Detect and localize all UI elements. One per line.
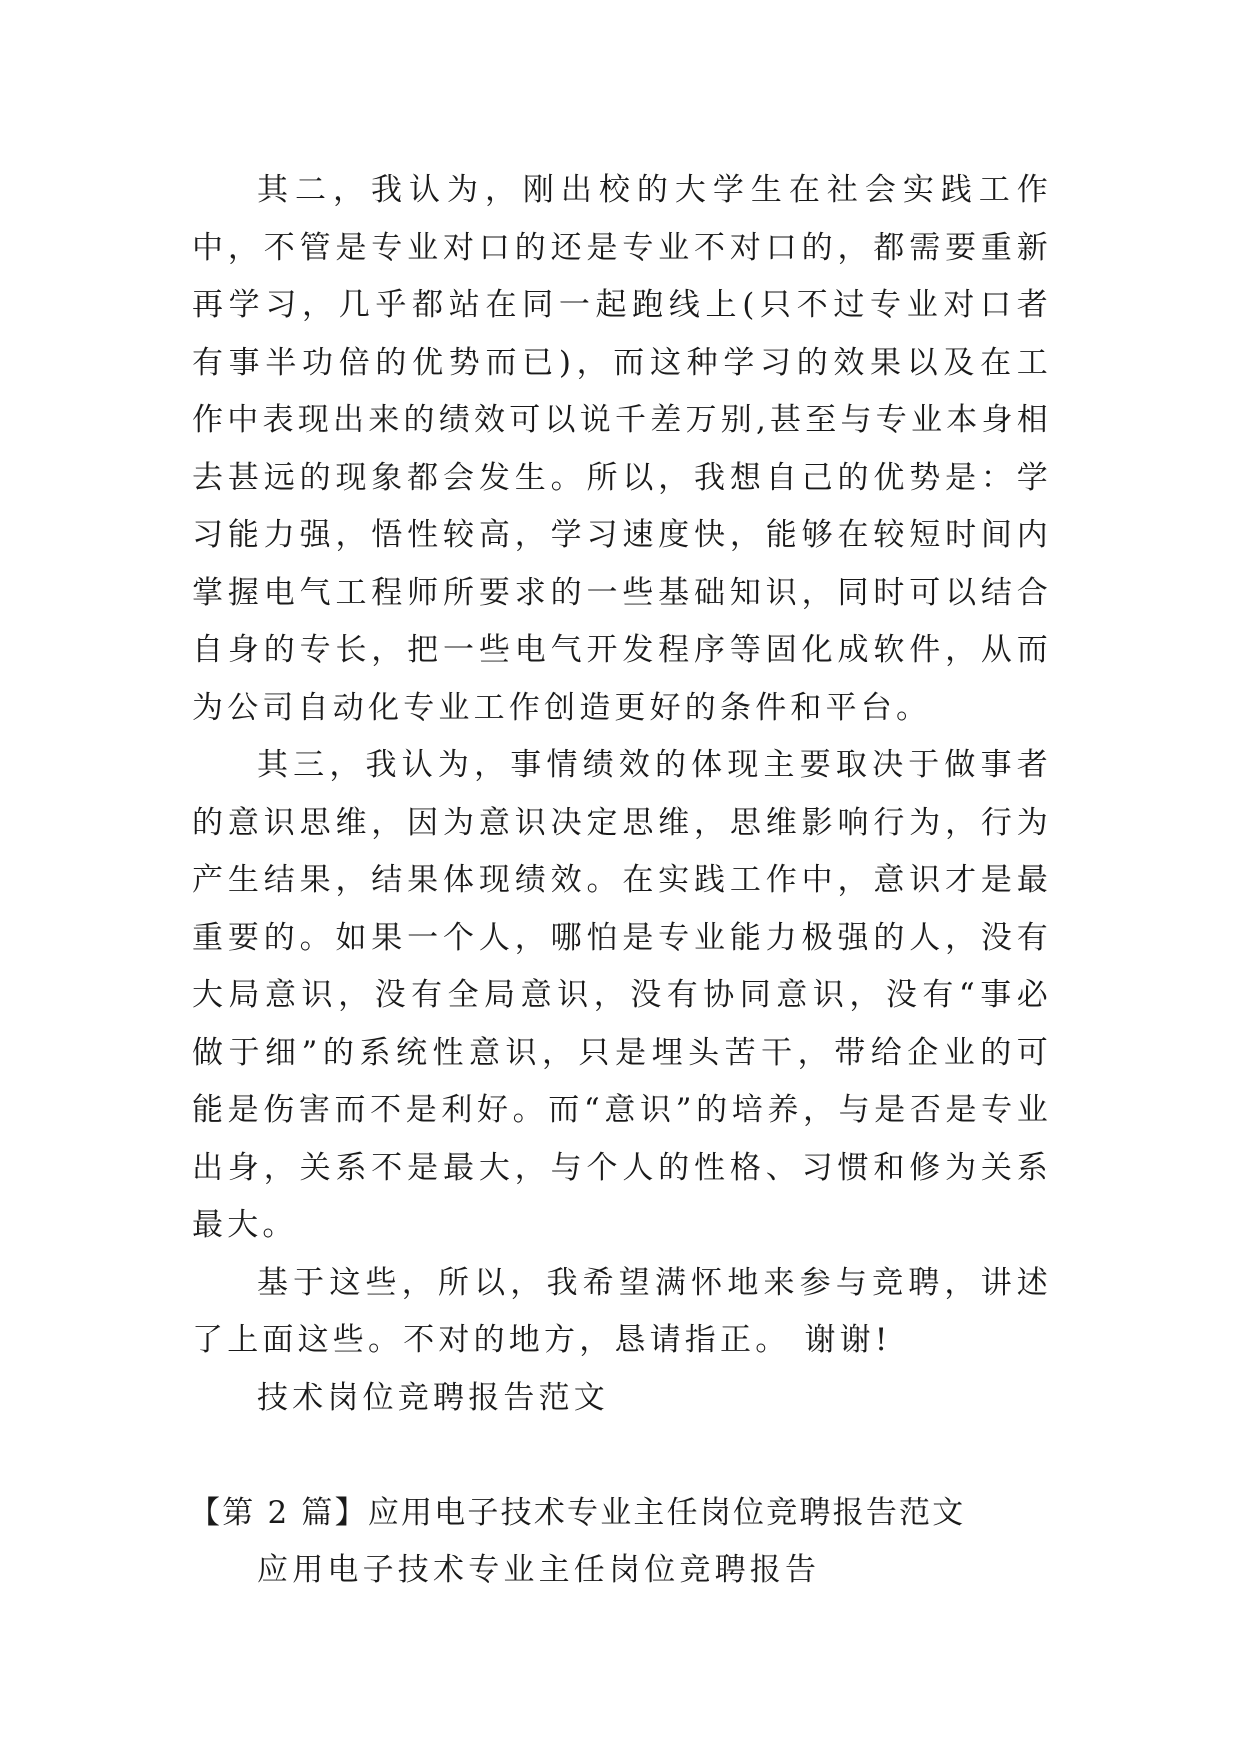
article-heading: 【第 2 篇】应用电子技术专业主任岗位竞聘报告范文: [189, 1495, 966, 1531]
paragraph-4: 技术岗位竞聘报告范文: [257, 1379, 609, 1416]
blank-line: [192, 1427, 1052, 1484]
article-subtitle: 应用电子技术专业主任岗位竞聘报告: [257, 1552, 821, 1588]
paragraph-2: 其三，我认为，事情绩效的体现主要取决于做事者的意识思维，因为意识决定思维，思维影响行为，行为产生结果，结果体现绩效。在实践工作中，意识才是最重要的。如果一个人，哪怕是专业能力极强的人，没有大局意识，没有全局意识，没有协同意识，没有“事必做于细”的系统性意识，只是埋头苦干，带给企业的可能是伤害而不是利好。而“意识”的培养，与是否是专业出身，关系不是最大，与个人的性格、习惯和修为关系最大。: [192, 747, 1052, 1243]
paragraph-3: 基于这些，所以，我希望满怀地来参与竞聘，讲述了上面这些。不对的地方，恳请指正。 谢谢!: [192, 1264, 1052, 1358]
document-body: [189, 162, 1052, 1600]
paragraph-1: 其二，我认为，刚出校的大学生在社会实践工作中，不管是专业对口的还是专业不对口的，都需要重新再学习，几乎都站在同一起跑线上(只不过专业对口者有事半功倍的优势而已)，而这种学习的效果以及在工作中表现出来的绩效可以说千差万别,甚至与专业本身相去甚远的现象都会发生。所以，我想自己的优势是：学习能力强，悟性较高，学习速度快，能够在较短时间内掌握电气工程师所要求的一些基础知识，同时可以结合自身的专长，把一些电气开发程序等固化成软件，从而为公司自动化专业工作创造更好的条件和平台。: [192, 172, 1052, 726]
